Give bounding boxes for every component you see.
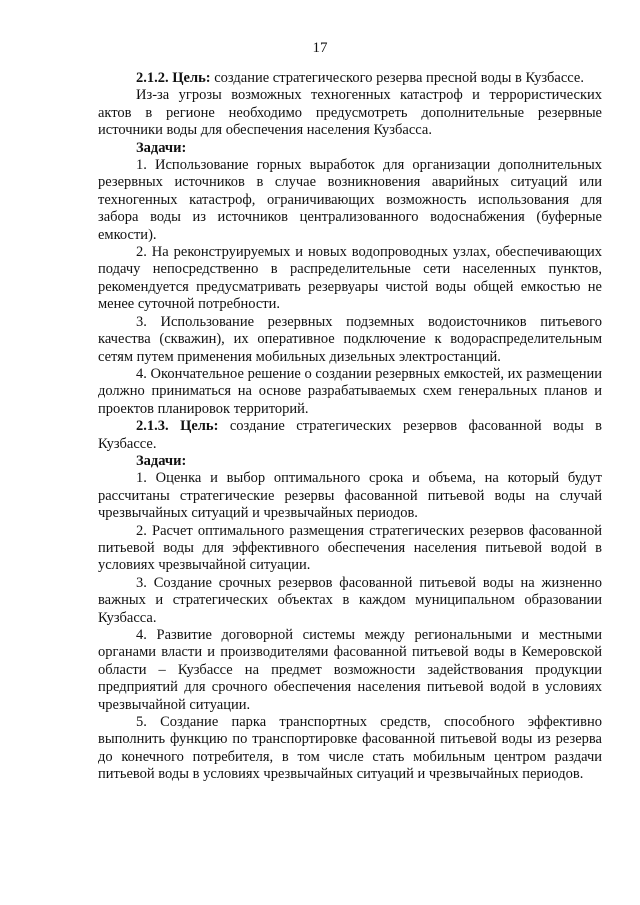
tasks-label: Задачи: — [136, 139, 187, 156]
task-item: 3. Использование резервных подземных водоисточников питьевого качества (скважин), их оперативное подключение к водораспределительным сетям путем применения мобильных дизельных электростанций. — [98, 313, 602, 365]
tasks-label: Задачи: — [136, 452, 187, 469]
task-item: 3. Создание срочных резервов фасованной питьевой воды на жизненно важных и стратегических объектах в каждом муниципальном образовании Кузбасса. — [98, 574, 602, 626]
document-body — [98, 70, 602, 784]
section-number: 2.1.2. — [136, 70, 169, 86]
goal-label: Цель: — [180, 418, 219, 435]
section-2-1-2-heading — [98, 70, 602, 87]
goal-text: создание стратегического резерва пресной воды в Кузбассе. — [214, 70, 584, 86]
page-number: 17 — [312, 40, 328, 56]
task-item: 2. На реконструируемых и новых водопроводных узлах, обеспечивающих подачу непосредственно в распределительные сети населенных пунктов, рекомендуется предусматривать резервуары чистой воды общей емкостью не менее суточной потребности. — [98, 244, 602, 313]
task-item: 1. Использование горных выработок для организации дополнительных резервных источников в случае возникновения аварийных ситуаций или техногенных катастроф, ограничивающих возможность использования для забора воды из источников централизованного водоснабжения (буферные емкости). — [98, 157, 602, 243]
task-item: 4. Развитие договорной системы между региональными и местными органами власти и производителями фасованной питьевой воды в Кемеровской области – Кузбассе на предмет возможности задействования продукции предприятий для срочного обеспечения населения питьевой водой в условиях чрезвычайной ситуации. — [98, 627, 602, 713]
goal-label: Цель: — [172, 70, 211, 86]
task-item: 2. Расчет оптимального размещения стратегических резервов фасованной питьевой воды для эффективного обеспечения населения питьевой водой в условиях чрезвычайной ситуации. — [98, 522, 602, 574]
goal-text: создание стратегических резервов фасованной воды в Кузбассе. — [98, 418, 603, 452]
task-item: 1. Оценка и выбор оптимального срока и объема, на который будут рассчитаны стратегические резервы фасованной питьевой воды на случай чрезвычайных ситуаций и чрезвычайных периодов. — [98, 470, 602, 522]
section-2-1-3-heading — [98, 418, 602, 453]
section-number: 2.1.3. — [136, 418, 169, 435]
section-2-1-2-intro: Из-за угрозы возможных техногенных катастроф и террористических актов в регионе необходимо предусмотреть дополнительные резервные источники воды для обеспечения населения Кузбасса. — [98, 87, 602, 139]
task-item: 4. Окончательное решение о создании резервных емкостей, их размещении должно приниматься на основе разрабатываемых схем генеральных планов и проектов планировок территорий. — [98, 365, 602, 417]
task-item: 5. Создание парка транспортных средств, способного эффективно выполнить функцию по транспортировке фасованной питьевой воды из резерва до конечного потребителя, в том числе стать мобильным центром раздачи питьевой воды в условиях чрезвычайных ситуаций и чрезвычайных периодов. — [98, 714, 602, 783]
